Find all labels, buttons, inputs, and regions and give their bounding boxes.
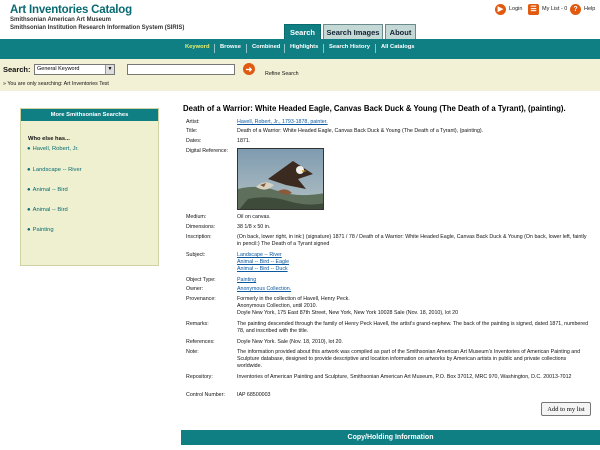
nav-divider [323,44,324,53]
help-label[interactable]: Help [584,6,596,12]
owner-link[interactable]: Anonymous Collection. [237,286,292,292]
list-icon: ☰ [528,4,539,15]
museum-name: Smithsonian American Art Museum [10,17,111,23]
catalog-title[interactable]: Art Inventories Catalog [10,4,132,16]
field-label: Title: [186,128,198,134]
owner-value [237,286,592,293]
repository-value: Inventories of American Painting and Sculpture, Smithsonian American Art Museum, P.O. Box 37012, MRC 970, Washington, D.C. 20013-7012 [237,374,572,380]
nav-combined[interactable]: Combined [252,44,281,50]
sidebar-item-painting[interactable] [27,227,54,233]
bullet-icon: ● [27,207,31,213]
references-value: Doyle New York. Sale (Nov. 18, 2010), lot 20. [237,339,343,345]
subject-link-eagle[interactable]: Animal -- Bird -- Eagle [237,259,290,266]
search-go-button[interactable] [243,63,255,75]
tab-search-images[interactable]: Search Images [323,24,383,39]
control-number-value: IAP 68500003 [237,392,271,398]
sidebar-item-label[interactable]: Animal -- Bird [32,187,68,193]
object-type-link[interactable]: Painting [237,277,257,283]
who-else-label: Who else has... [28,136,70,142]
eagle-duck-painting-image [238,149,324,210]
arrow-right-icon: ➜ [245,64,253,74]
provenance-line: Formerly in the collection of Havell, Henry Peck. [237,296,350,302]
field-label: Dimensions: [186,224,216,230]
login-link[interactable] [495,2,522,16]
login-arrow-icon: ▶ [495,4,506,15]
nav-divider [284,44,285,53]
add-to-list-button[interactable]: Add to my list [541,402,591,416]
tab-about[interactable]: About [385,24,416,39]
sidebar-item-landscape[interactable] [27,167,82,173]
note-value: The information provided about this artwork was compiled as part of the Smithsonian American Art Museum's Inventories of American Painting and Sculpture database, designed to provide descriptive and location information on artworks by American artists in public and private collections worldwide. [237,349,581,370]
nav-all-catalogs[interactable]: All Catalogs [381,44,415,50]
my-list-link[interactable] [528,2,567,16]
search-type-select[interactable] [34,64,115,75]
help-icon: ? [570,4,581,15]
search-label: Search: [3,65,31,74]
nav-divider [214,44,215,53]
search-bar [0,59,600,79]
field-label: Control Number: [186,392,225,398]
bullet-icon: ● [27,227,31,233]
provenance-line: Anonymous Collection, until 2010. [237,303,318,310]
nav-highlights[interactable]: Highlights [290,44,319,50]
provenance-value [237,296,592,318]
field-label: Object Type: [186,277,216,283]
field-label: Inscription: [186,234,212,240]
field-label: Artist: [186,119,200,125]
search-nav-bar [0,39,600,59]
record-title: Death of a Warrior: White Headed Eagle, Canvas Back Duck & Young (The Death of a Tyrant), (painting). [183,104,566,113]
painting-thumbnail[interactable] [237,148,324,210]
refine-search-link[interactable]: Refine Search [265,71,299,77]
login-label[interactable]: Login [509,6,523,12]
sidebar-item-label[interactable]: Painting [32,227,54,233]
nav-browse[interactable]: Browse [220,44,241,50]
header [0,0,600,40]
bullet-icon: ● [27,187,31,193]
sidebar-item-label[interactable]: Animal -- Bird [32,207,68,213]
search-input[interactable] [127,64,235,75]
subject-value [237,252,592,274]
sidebar-item-label[interactable]: Havell, Robert, Jr. [32,146,79,152]
field-label: References: [186,339,215,345]
sidebar-item-label[interactable]: Landscape -- River [32,167,82,173]
help-link[interactable] [570,2,595,16]
bullet-icon: ● [27,167,31,173]
more-searches-panel [20,108,159,266]
dimensions-value: 38 1/8 x 50 in. [237,224,271,230]
artist-link[interactable]: Havell, Robert, Jr., 1793-1878, painter. [237,119,328,125]
remarks-value: The painting descended through the family of Henry Peck Havell, the artist's grand-nephew. The back of the painting is signed, dated 1871, numbered 78, and inscribed with the title. [237,321,589,335]
nav-divider [375,44,376,53]
artist-value [237,119,592,126]
more-searches-heading: More Smithsonian Searches [21,109,158,121]
sidebar-item-animal-bird[interactable] [27,187,68,193]
search-type-value: General Keyword [37,66,80,72]
nav-search-history[interactable]: Search History [329,44,370,50]
subject-link-duck[interactable]: Animal -- Bird -- Duck [237,266,288,273]
tab-search[interactable]: Search [284,24,321,39]
search-scope-text: » You are only searching: Art Inventories Test [3,81,109,87]
search-scope-bar [0,79,600,91]
field-label: Note: [186,349,199,355]
field-label: Remarks: [186,321,209,327]
field-label: Repository: [186,374,213,380]
subject-link-landscape-river[interactable]: Landscape -- River [237,252,282,258]
medium-value: Oil on canvas. [237,214,271,220]
provenance-line: Doyle New York, 175 East 87th Street, New York, New York 10028 Sale (Nov. 18, 2010), lot 20 [237,310,459,317]
siris-name: Smithsonian Institution Research Information System (SIRIS) [10,25,185,31]
inscription-value: (On back, lower right, in ink:) (signature) 1871 / 78 / Death of a Warrior: White Headed Eagle, Canvas Back Duck & Young (On back, lower left, faintly in pencil:) The Death of a Tyrant signed [237,234,587,248]
bullet-icon: ● [27,146,31,152]
nav-divider [246,44,247,53]
main-tabs [282,24,416,39]
chevron-down-icon: ▼ [105,65,114,74]
field-label: Dates: [186,138,202,144]
copy-holding-heading[interactable]: Copy/Holding Information [181,430,600,445]
my-list-label[interactable]: My List - 0 [542,6,568,12]
nav-keyword[interactable]: Keyword [185,44,210,50]
field-label: Owner: [186,286,204,292]
sidebar-item-artist[interactable] [27,146,79,152]
field-label: Medium: [186,214,207,220]
dates-value: 1871. [237,138,251,144]
sidebar-item-animal-bird-2[interactable] [27,207,68,213]
field-label: Subject: [186,252,206,258]
title-value: Death of a Warrior: White Headed Eagle, Canvas Back Duck & Young (The Death of a Tyrant), (painting). [237,128,484,134]
object-type-value [237,277,592,284]
field-label: Provenance: [186,296,216,302]
field-label: Digital Reference: [186,148,229,154]
